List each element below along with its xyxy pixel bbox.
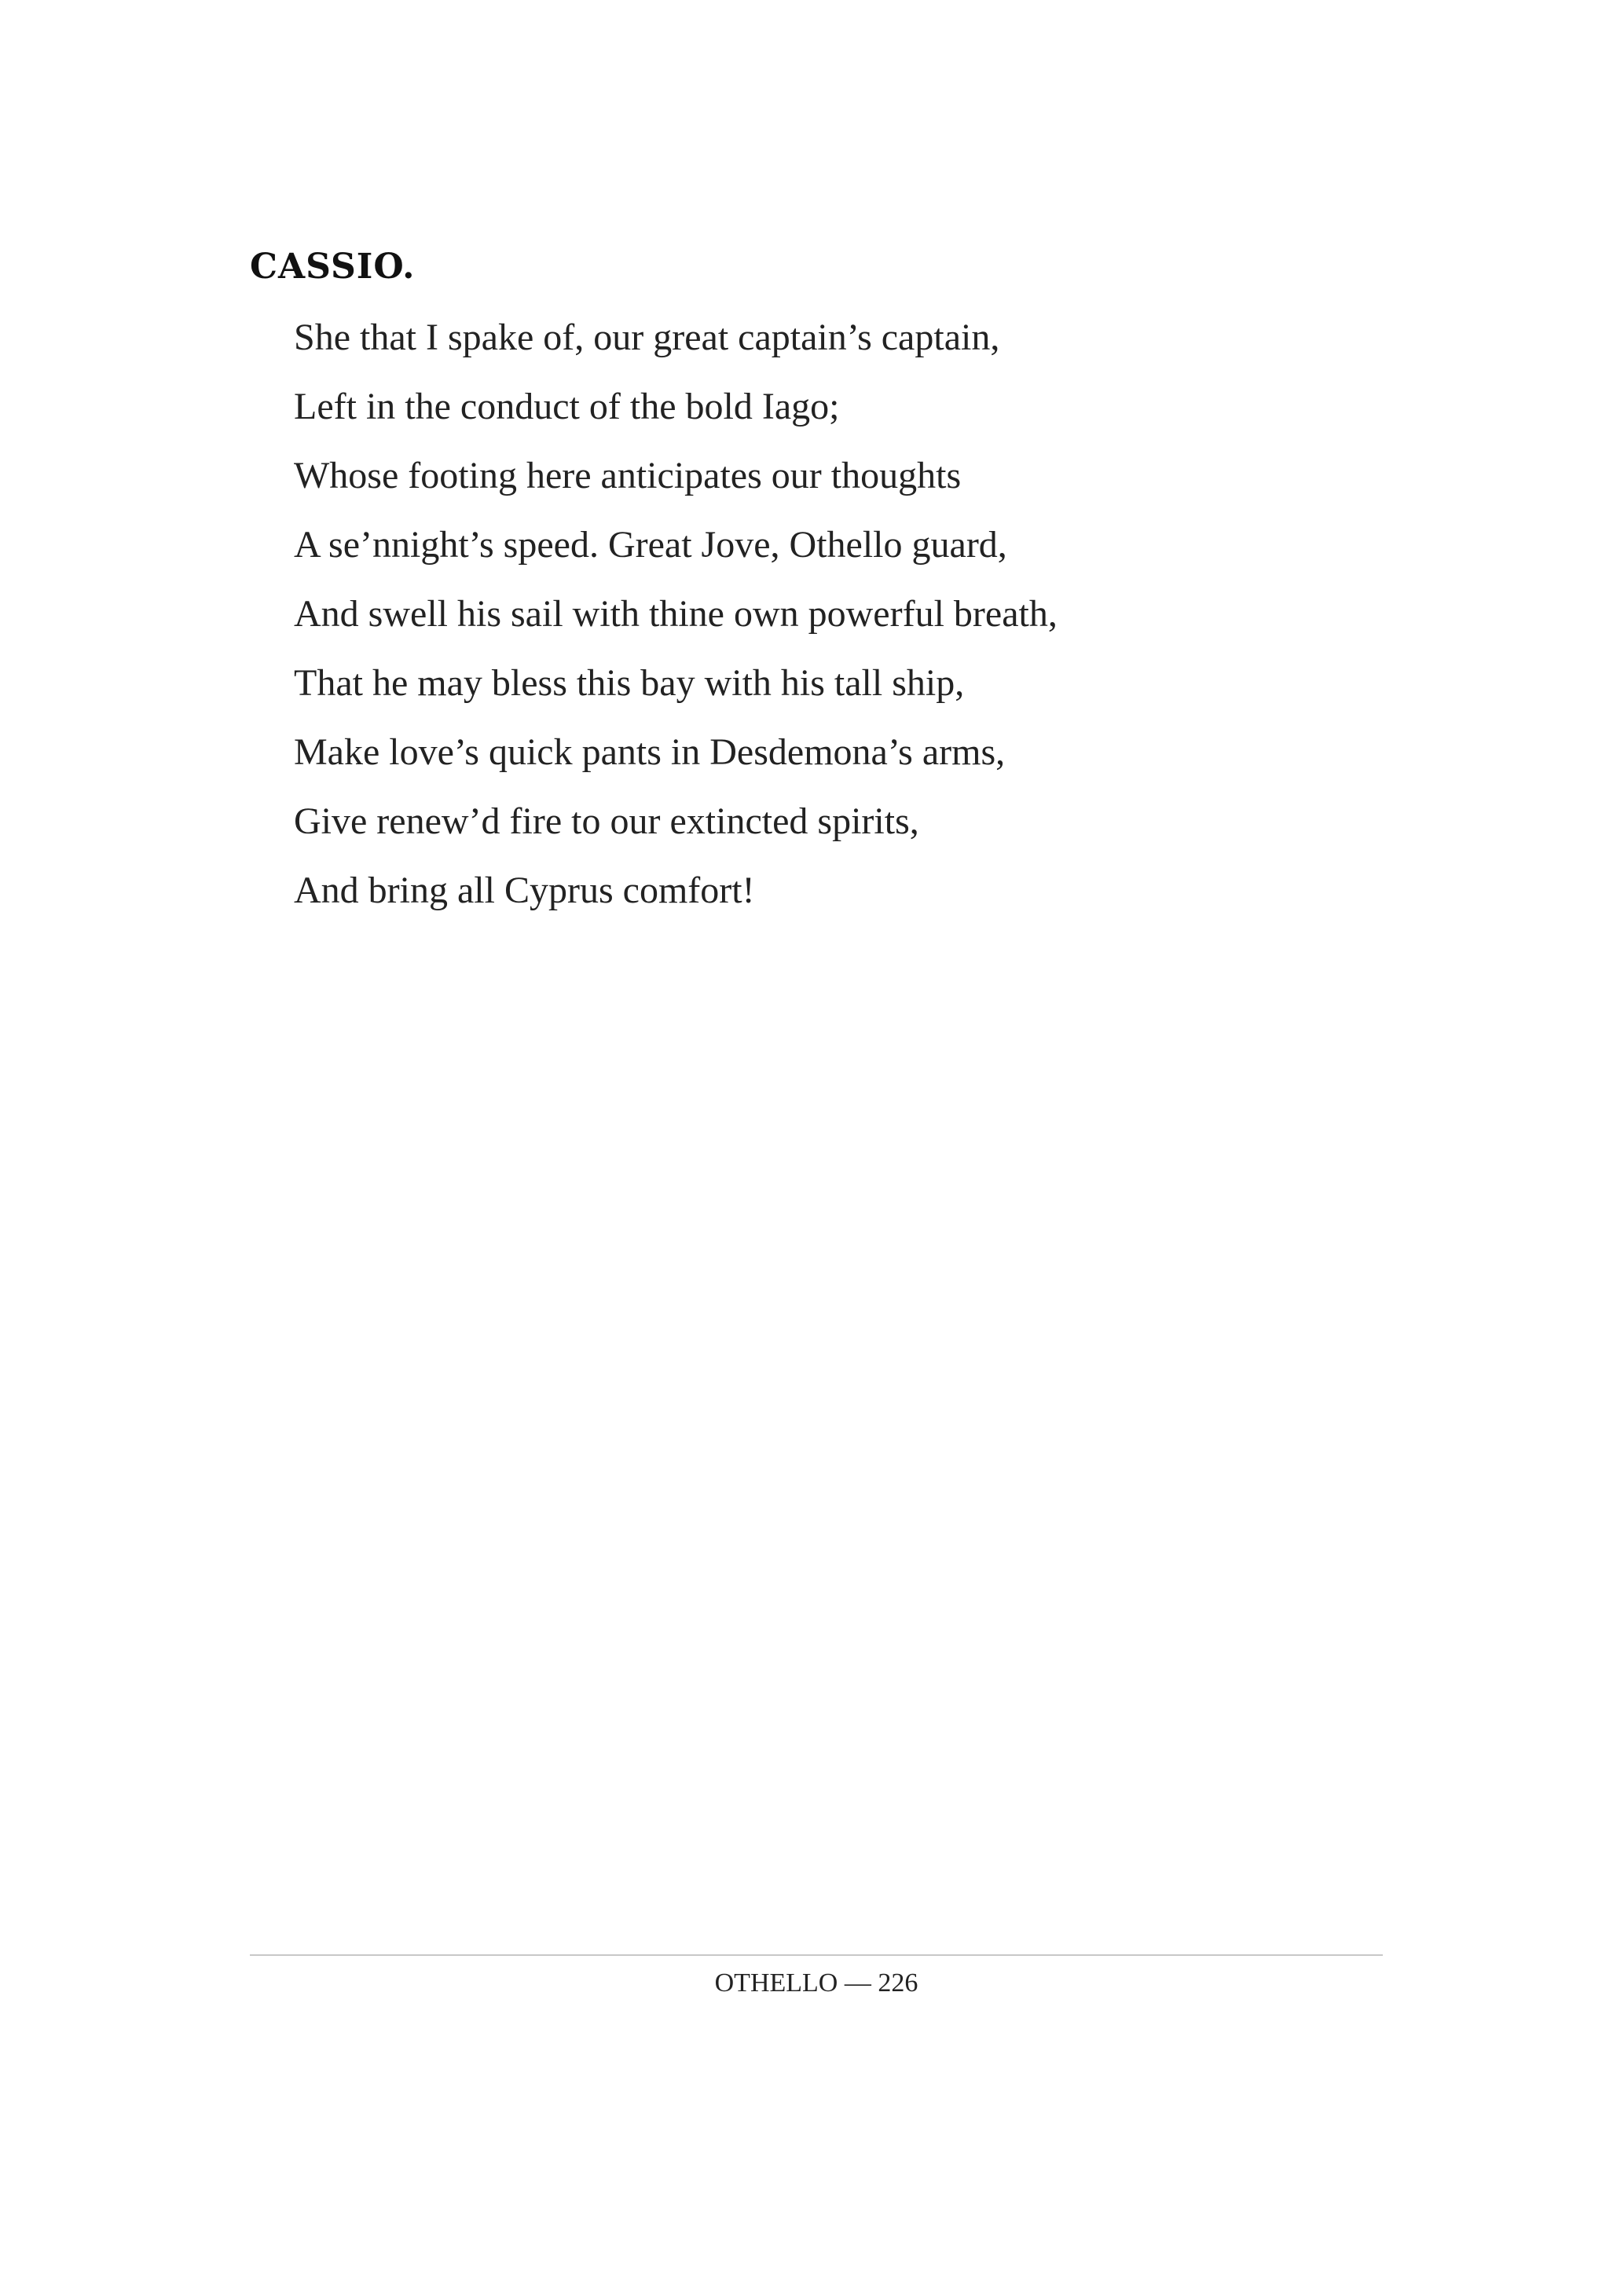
verse-line: Give renew’d fire to our extincted spirits, bbox=[294, 800, 919, 842]
speaker-name: CASSIO. bbox=[250, 247, 416, 287]
verse-line: Make love’s quick pants in Desdemona’s arms, bbox=[294, 731, 1006, 773]
verse-line: She that I spake of, our great captain’s captain, bbox=[294, 317, 1000, 358]
verse-block bbox=[294, 303, 1058, 925]
footer-divider bbox=[250, 1954, 1383, 1956]
verse-line: Left in the conduct of the bold Iago; bbox=[294, 386, 840, 427]
verse-line: And swell his sail with thine own powerful breath, bbox=[294, 593, 1058, 635]
verse-line: A se’nnight’s speed. Great Jove, Othello guard, bbox=[294, 524, 1007, 566]
verse-line: That he may bless this bay with his tall ship, bbox=[294, 662, 965, 704]
verse-line: Whose footing here anticipates our thoughts bbox=[294, 455, 962, 496]
verse-line: And bring all Cyprus comfort! bbox=[294, 870, 755, 911]
page-footer: OTHELLO — 226 bbox=[714, 1968, 918, 1998]
